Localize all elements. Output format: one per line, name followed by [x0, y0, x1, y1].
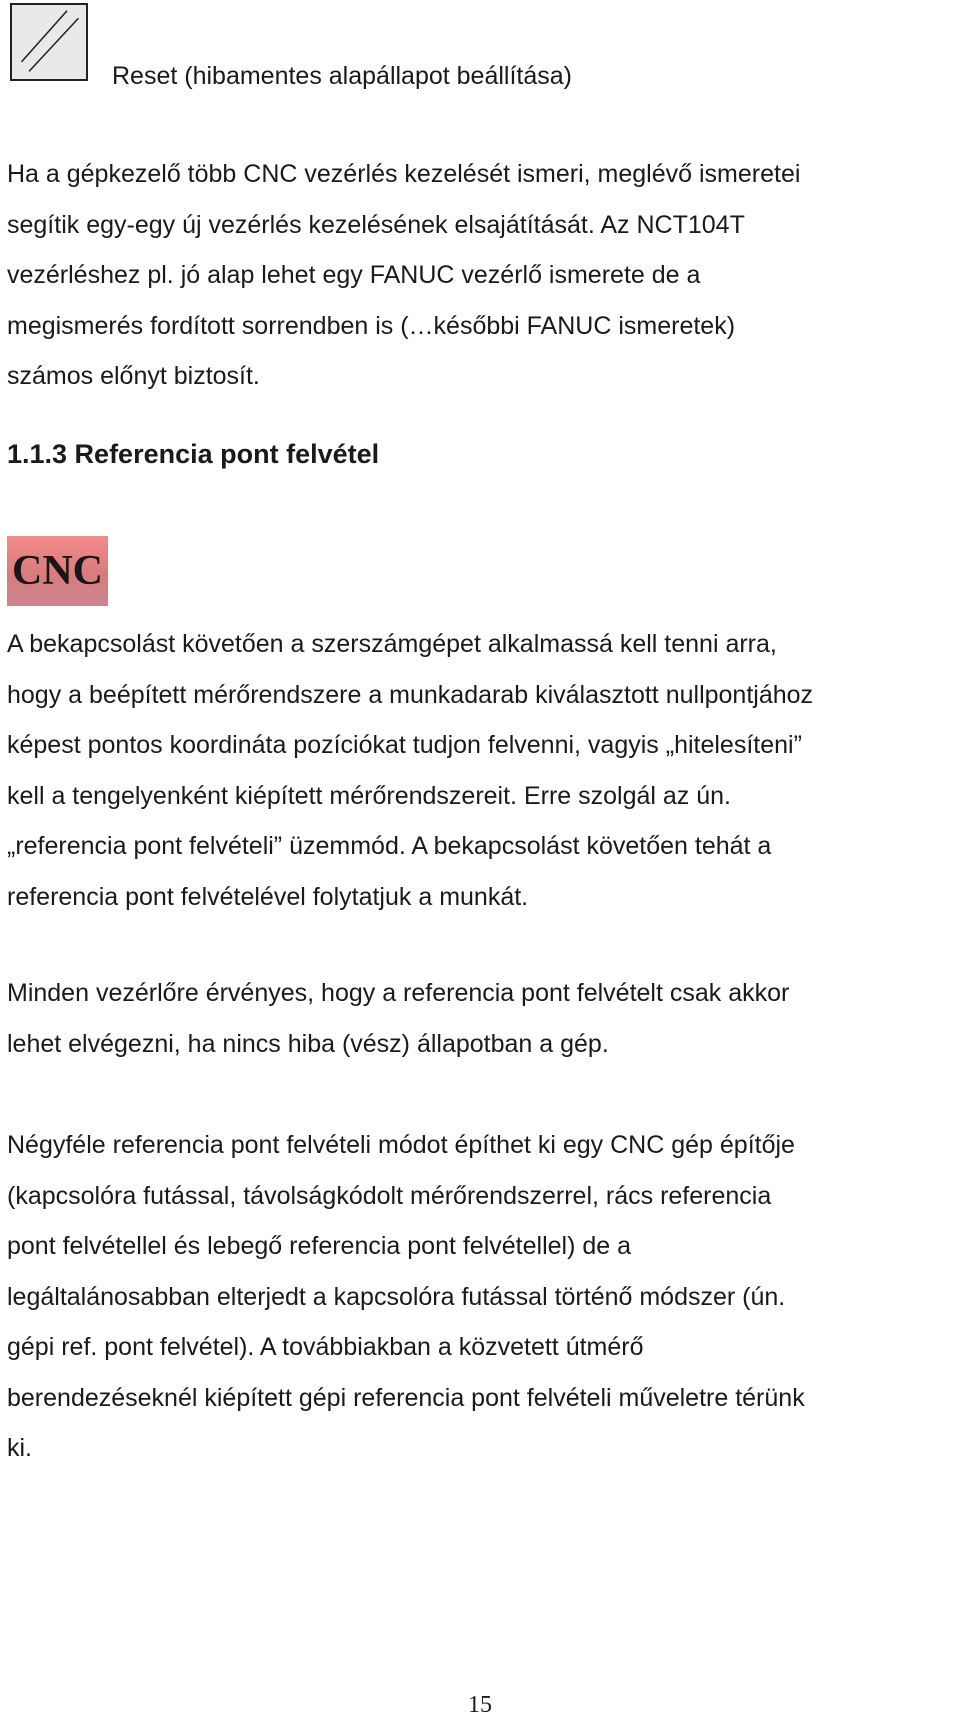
- text-line: gépi ref. pont felvétel). A továbbiakban a közvetett útmérő: [7, 1333, 644, 1361]
- text-line: megismerés fordított sorrendben is (…későbbi FANUC ismeretek): [7, 311, 736, 340]
- text-line: legáltalánosabban elterjedt a kapcsolóra futással történő módszer (ún.: [7, 1282, 786, 1311]
- text-line: képest pontos koordináta pozíciókat tudjon felvenni, vagyis „hitelesíteni”: [7, 731, 802, 759]
- page-number: 15: [468, 1692, 492, 1718]
- cnc-badge: [7, 536, 108, 606]
- section-heading: 1.1.3 Referencia pont felvétel: [7, 439, 380, 469]
- text-line: lehet elvégezni, ha nincs hiba (vész) állapotban a gép.: [7, 1029, 609, 1058]
- reset-diagonal-lines-icon: [12, 5, 86, 79]
- text-line: ki.: [7, 1434, 32, 1462]
- cnc-badge-label: CNC: [12, 548, 103, 594]
- text-line: Minden vezérlőre érvényes, hogy a referencia pont felvételt csak akkor: [7, 979, 790, 1007]
- text-line: Ha a gépkezelő több CNC vezérlés kezelését ismeri, meglévő ismeretei: [7, 160, 801, 188]
- text-line: kell a tengelyenként kiépített mérőrendszereit. Erre szolgál az ún.: [7, 781, 731, 810]
- text-line: berendezéseknél kiépített gépi referencia pont felvételi műveletre térünk: [7, 1383, 805, 1412]
- body-paragraph-2: [7, 968, 952, 1069]
- body-paragraph-1: [7, 619, 952, 922]
- text-line: (kapcsolóra futással, távolságkódolt mérőrendszerrel, rács referencia: [7, 1181, 772, 1210]
- reset-button-icon: [10, 3, 88, 81]
- text-line: Négyféle referencia pont felvételi módot építhet ki egy CNC gép építője: [7, 1131, 795, 1159]
- text-line: segítik egy-egy új vezérlés kezelésének elsajátítását. Az NCT104T: [7, 210, 745, 239]
- reset-label: Reset (hibamentes alapállapot beállítása): [112, 62, 572, 90]
- text-line: A bekapcsolást követően a szerszámgépet alkalmassá kell tenni arra,: [7, 630, 777, 658]
- text-line: vezérléshez pl. jó alap lehet egy FANUC vezérlő ismerete de a: [7, 261, 701, 289]
- text-line: hogy a beépített mérőrendszere a munkadarab kiválasztott nullpontjához: [7, 680, 814, 709]
- text-line: pont felvétellel és lebegő referencia pont felvétellel) de a: [7, 1232, 632, 1260]
- text-line: számos előnyt biztosít.: [7, 362, 260, 390]
- intro-paragraph: [7, 149, 952, 402]
- body-paragraph-3: [7, 1120, 952, 1474]
- text-line: „referencia pont felvételi” üzemmód. A bekapcsolást követően tehát a: [7, 832, 772, 860]
- text-line: referencia pont felvételével folytatjuk a munkát.: [7, 882, 529, 911]
